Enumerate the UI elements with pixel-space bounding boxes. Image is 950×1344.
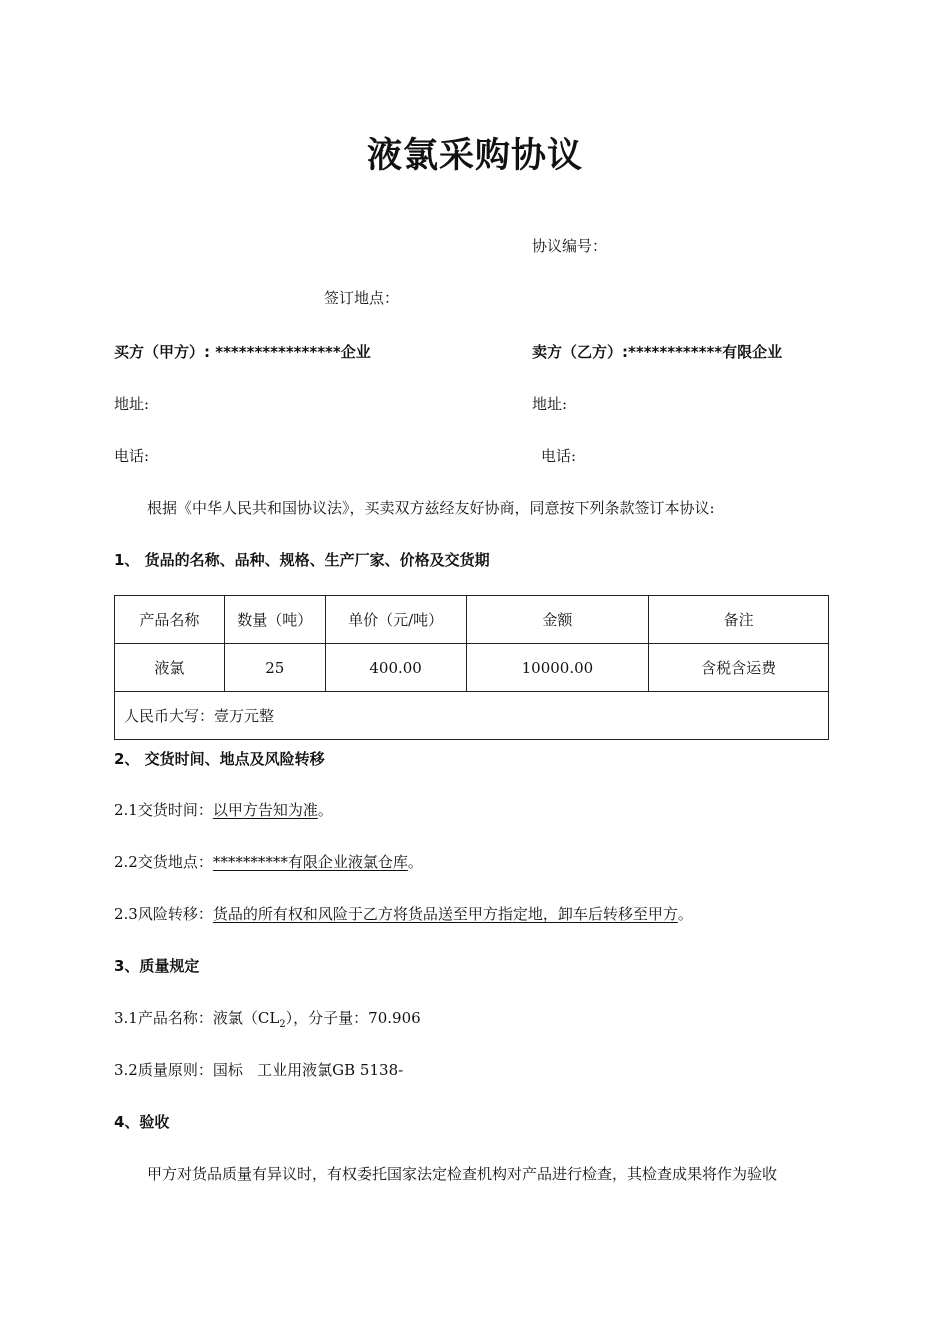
acceptance-paragraph: 甲方对货品质量有异议时，有权委托国家法定检查机构对产品进行检查，其检查成果将作为验收 [147, 1165, 778, 1183]
delivery-place-line [114, 851, 423, 872]
table-header-cell: 备注 [649, 596, 829, 644]
delivery-time-label: 2.1交货时间： [114, 801, 213, 819]
table-cell: 10000.00 [466, 644, 649, 692]
delivery-time-value: 以甲方告知为准 [212, 801, 318, 819]
delivery-place-value: **********有限企业液氯仓库 [212, 853, 408, 871]
seller-address-label: 地址: [532, 395, 568, 413]
total-amount-in-words: 人民币大写：壹万元整 [115, 692, 829, 740]
table-header-cell: 金额 [466, 596, 649, 644]
risk-transfer-line [114, 903, 693, 924]
table-cell: 400.00 [325, 644, 466, 692]
goods-table [114, 595, 829, 740]
risk-transfer-end: 。 [677, 905, 693, 923]
section1-heading: 1、 货品的名称、品种、规格、生产厂家、价格及交货期 [114, 551, 490, 569]
product-name-prefix: 3.1产品名称：液氯（CL [114, 1009, 280, 1027]
section2-heading: 2、 交货时间、地点及风险转移 [114, 750, 325, 768]
table-cell: 液氯 [115, 644, 225, 692]
table-row [115, 644, 829, 692]
product-name-line [114, 1007, 421, 1030]
seller-label: 卖方（乙方）:************有限企业 [532, 343, 783, 361]
delivery-time-end: 。 [317, 801, 333, 819]
delivery-place-label: 2.2交货地点： [114, 853, 213, 871]
document-title: 液氯采购协议 [366, 135, 583, 176]
delivery-time-line [114, 799, 333, 820]
table-total-row [115, 692, 829, 740]
table-header-row [115, 596, 829, 644]
buyer-address-label: 地址: [114, 395, 150, 413]
section4-heading: 4、验收 [114, 1113, 170, 1131]
chemical-subscript: 2 [279, 1019, 286, 1030]
risk-transfer-label: 2.3风险转移： [114, 905, 213, 923]
product-name-suffix: ），分子量：70.906 [285, 1009, 421, 1027]
sign-place-label: 签订地点： [324, 289, 400, 307]
buyer-label: 买方（甲方）: ****************企业 [114, 343, 371, 361]
buyer-phone-label: 电话: [114, 447, 150, 465]
seller-phone-label: 电话: [541, 447, 577, 465]
table-cell: 25 [224, 644, 325, 692]
delivery-place-end: 。 [407, 853, 423, 871]
section3-heading: 3、质量规定 [114, 957, 200, 975]
table-header-cell: 产品名称 [115, 596, 225, 644]
risk-transfer-value: 货品的所有权和风险于乙方将货品送至甲方指定地，卸车后转移至甲方 [212, 905, 678, 923]
table-header-cell: 单价（元/吨） [325, 596, 466, 644]
agreement-number-label: 协议编号： [532, 237, 608, 255]
preamble: 根据《中华人民共和国协议法》，买卖双方兹经友好协商，同意按下列条款签订本协议: [147, 499, 715, 517]
quality-standard-line: 3.2质量原则：国标 工业用液氯GB 5138- [114, 1061, 404, 1079]
table-cell: 含税含运费 [649, 644, 829, 692]
table-header-cell: 数量（吨） [224, 596, 325, 644]
